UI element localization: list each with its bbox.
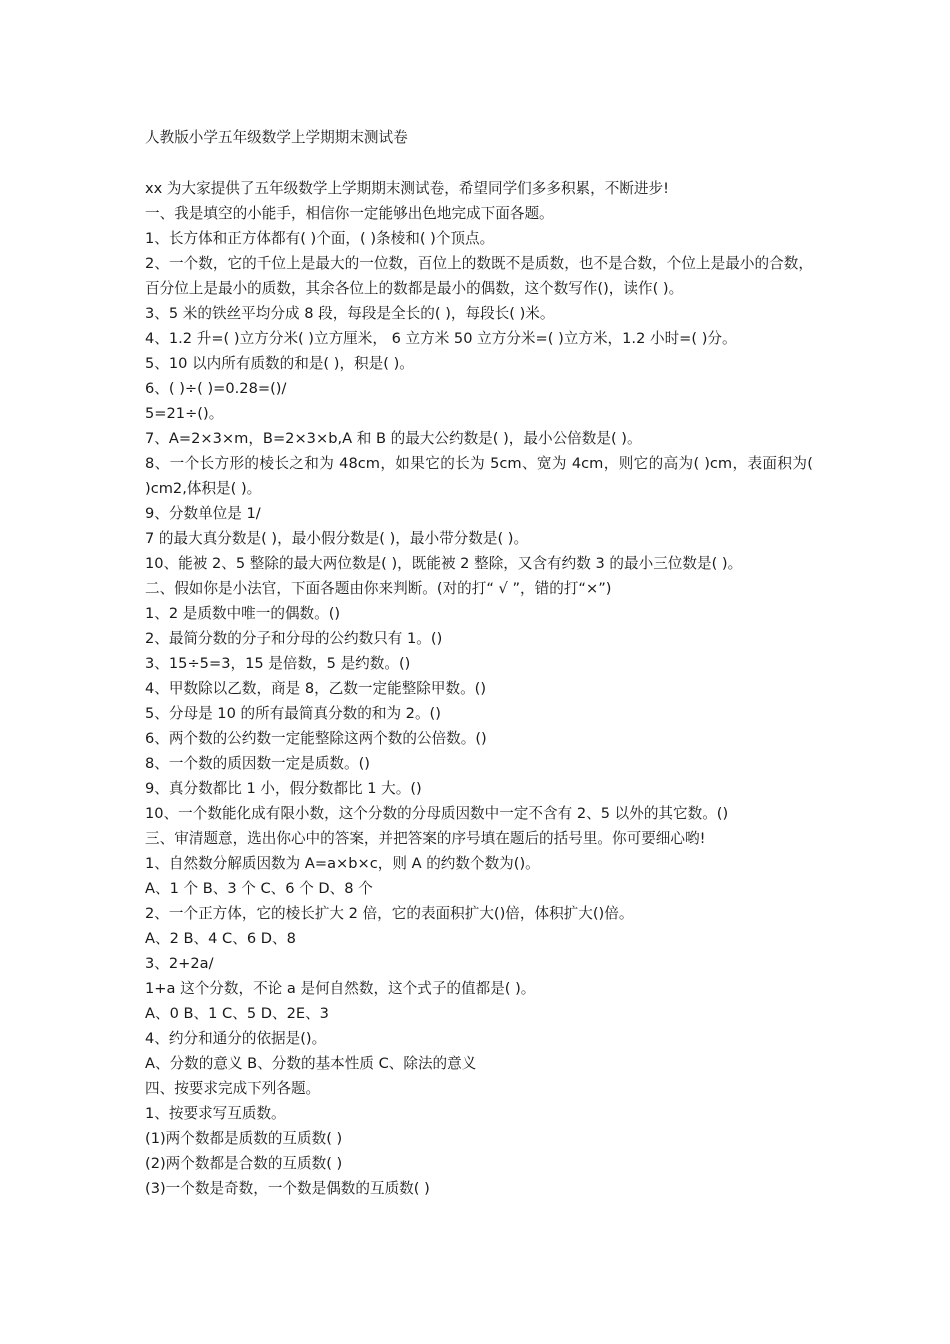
section3-heading: 三、审清题意，选出你心中的答案，并把答案的序号填在题后的括号里。你可要细心哟!	[145, 830, 706, 847]
section1-question-8: 8、一个长方形的棱长之和为 48cm，如果它的长为 5cm、宽为 4cm，则它的高为( )cm，表面积为( )cm2,体积是( )。	[145, 455, 813, 497]
section3-question-4-options: A、分数的意义 B、分数的基本性质 C、除法的意义	[145, 1055, 477, 1072]
intro-text: xx 为大家提供了五年级数学上学期期末测试卷，希望同学们多多积累，不断进步!	[145, 180, 669, 197]
section3-question-1: 1、自然数分解质因数为 A=a×b×c，则 A 的约数个数为()。	[145, 855, 540, 872]
section1-question-4: 4、1.2 升=( )立方分米( )立方厘米， 6 立方米 50 立方分米=( )立方米，1.2 小时=( )分。	[145, 330, 737, 347]
section2-question-9: 9、真分数都比 1 小，假分数都比 1 大。()	[145, 780, 422, 797]
section3-question-4: 4、约分和通分的依据是()。	[145, 1030, 327, 1047]
section4-question-1-item-3: (3)一个数是奇数，一个数是偶数的互质数( )	[145, 1180, 430, 1197]
section1-question-6-part2: 5=21÷()。	[145, 405, 224, 422]
section2-question-5: 5、分母是 10 的所有最简真分数的和为 2。()	[145, 705, 441, 722]
section1-question-1: 1、长方体和正方体都有( )个面，( )条棱和( )个顶点。	[145, 230, 495, 247]
section1-question-9-part1: 9、分数单位是 1/	[145, 505, 261, 522]
section1-question-7: 7、A=2×3×m，B=2×3×b,A 和 B 的最大公约数是( )，最小公倍数是( )。	[145, 430, 642, 447]
section3-question-3-part1: 3、2+2a/	[145, 955, 214, 972]
section4-question-1-item-2: (2)两个数都是合数的互质数( )	[145, 1155, 343, 1172]
section2-question-2: 2、最简分数的分子和分母的公约数只有 1。()	[145, 630, 443, 647]
section1-question-5: 5、10 以内所有质数的和是( )，积是( )。	[145, 355, 414, 372]
section3-question-1-options: A、1 个 B、3 个 C、6 个 D、8 个	[145, 880, 373, 897]
section2-question-10: 10、一个数能化成有限小数，这个分数的分母质因数中一定不含有 2、5 以外的其它数。()	[145, 805, 729, 822]
section2-heading: 二、假如你是小法官，下面各题由你来判断。(对的打“ √ ”，错的打“×”)	[145, 580, 612, 597]
section2-question-8: 8、一个数的质因数一定是质数。()	[145, 755, 370, 772]
section1-heading: 一、我是填空的小能手，相信你一定能够出色地完成下面各题。	[145, 205, 554, 222]
section1-question-10: 10、能被 2、5 整除的最大两位数是( )，既能被 2 整除，又含有约数 3 的最小三位数是( )。	[145, 555, 743, 572]
section3-question-3-options: A、0 B、1 C、5 D、2E、3	[145, 1005, 329, 1022]
document-title: 人教版小学五年级数学上学期期末测试卷	[145, 129, 408, 146]
section2-question-6: 6、两个数的公约数一定能整除这两个数的公倍数。()	[145, 730, 487, 747]
section1-question-9-part2: 7 的最大真分数是( )，最小假分数是( )，最小带分数是( )。	[145, 530, 529, 547]
section3-question-2: 2、一个正方体，它的棱长扩大 2 倍，它的表面积扩大()倍，体积扩大()倍。	[145, 905, 634, 922]
section1-question-6-part1: 6、( )÷( )=0.28=()/	[145, 380, 287, 397]
section4-question-1-item-1: (1)两个数都是质数的互质数( )	[145, 1130, 343, 1147]
document-body	[145, 125, 813, 1201]
section3-question-3-part2: 1+a 这个分数，不论 a 是何自然数，这个式子的值都是( )。	[145, 980, 536, 997]
section4-heading: 四、按要求完成下列各题。	[145, 1080, 321, 1097]
section2-question-1: 1、2 是质数中唯一的偶数。()	[145, 605, 341, 622]
section1-question-2: 2、一个数，它的千位上是最大的一位数，百位上的数既不是质数，也不是合数，个位上是最小的合数，百分位上是最小的质数，其余各位上的数都是最小的偶数，这个数写作()，读作( )。	[145, 255, 813, 297]
section2-question-4: 4、甲数除以乙数，商是 8，乙数一定能整除甲数。()	[145, 680, 487, 697]
section2-question-3: 3、15÷5=3，15 是倍数，5 是约数。()	[145, 655, 411, 672]
section4-question-1: 1、按要求写互质数。	[145, 1105, 286, 1122]
section3-question-2-options: A、2 B、4 C、6 D、8	[145, 930, 296, 947]
section1-question-3: 3、5 米的铁丝平均分成 8 段，每段是全长的( )，每段长( )米。	[145, 305, 555, 322]
